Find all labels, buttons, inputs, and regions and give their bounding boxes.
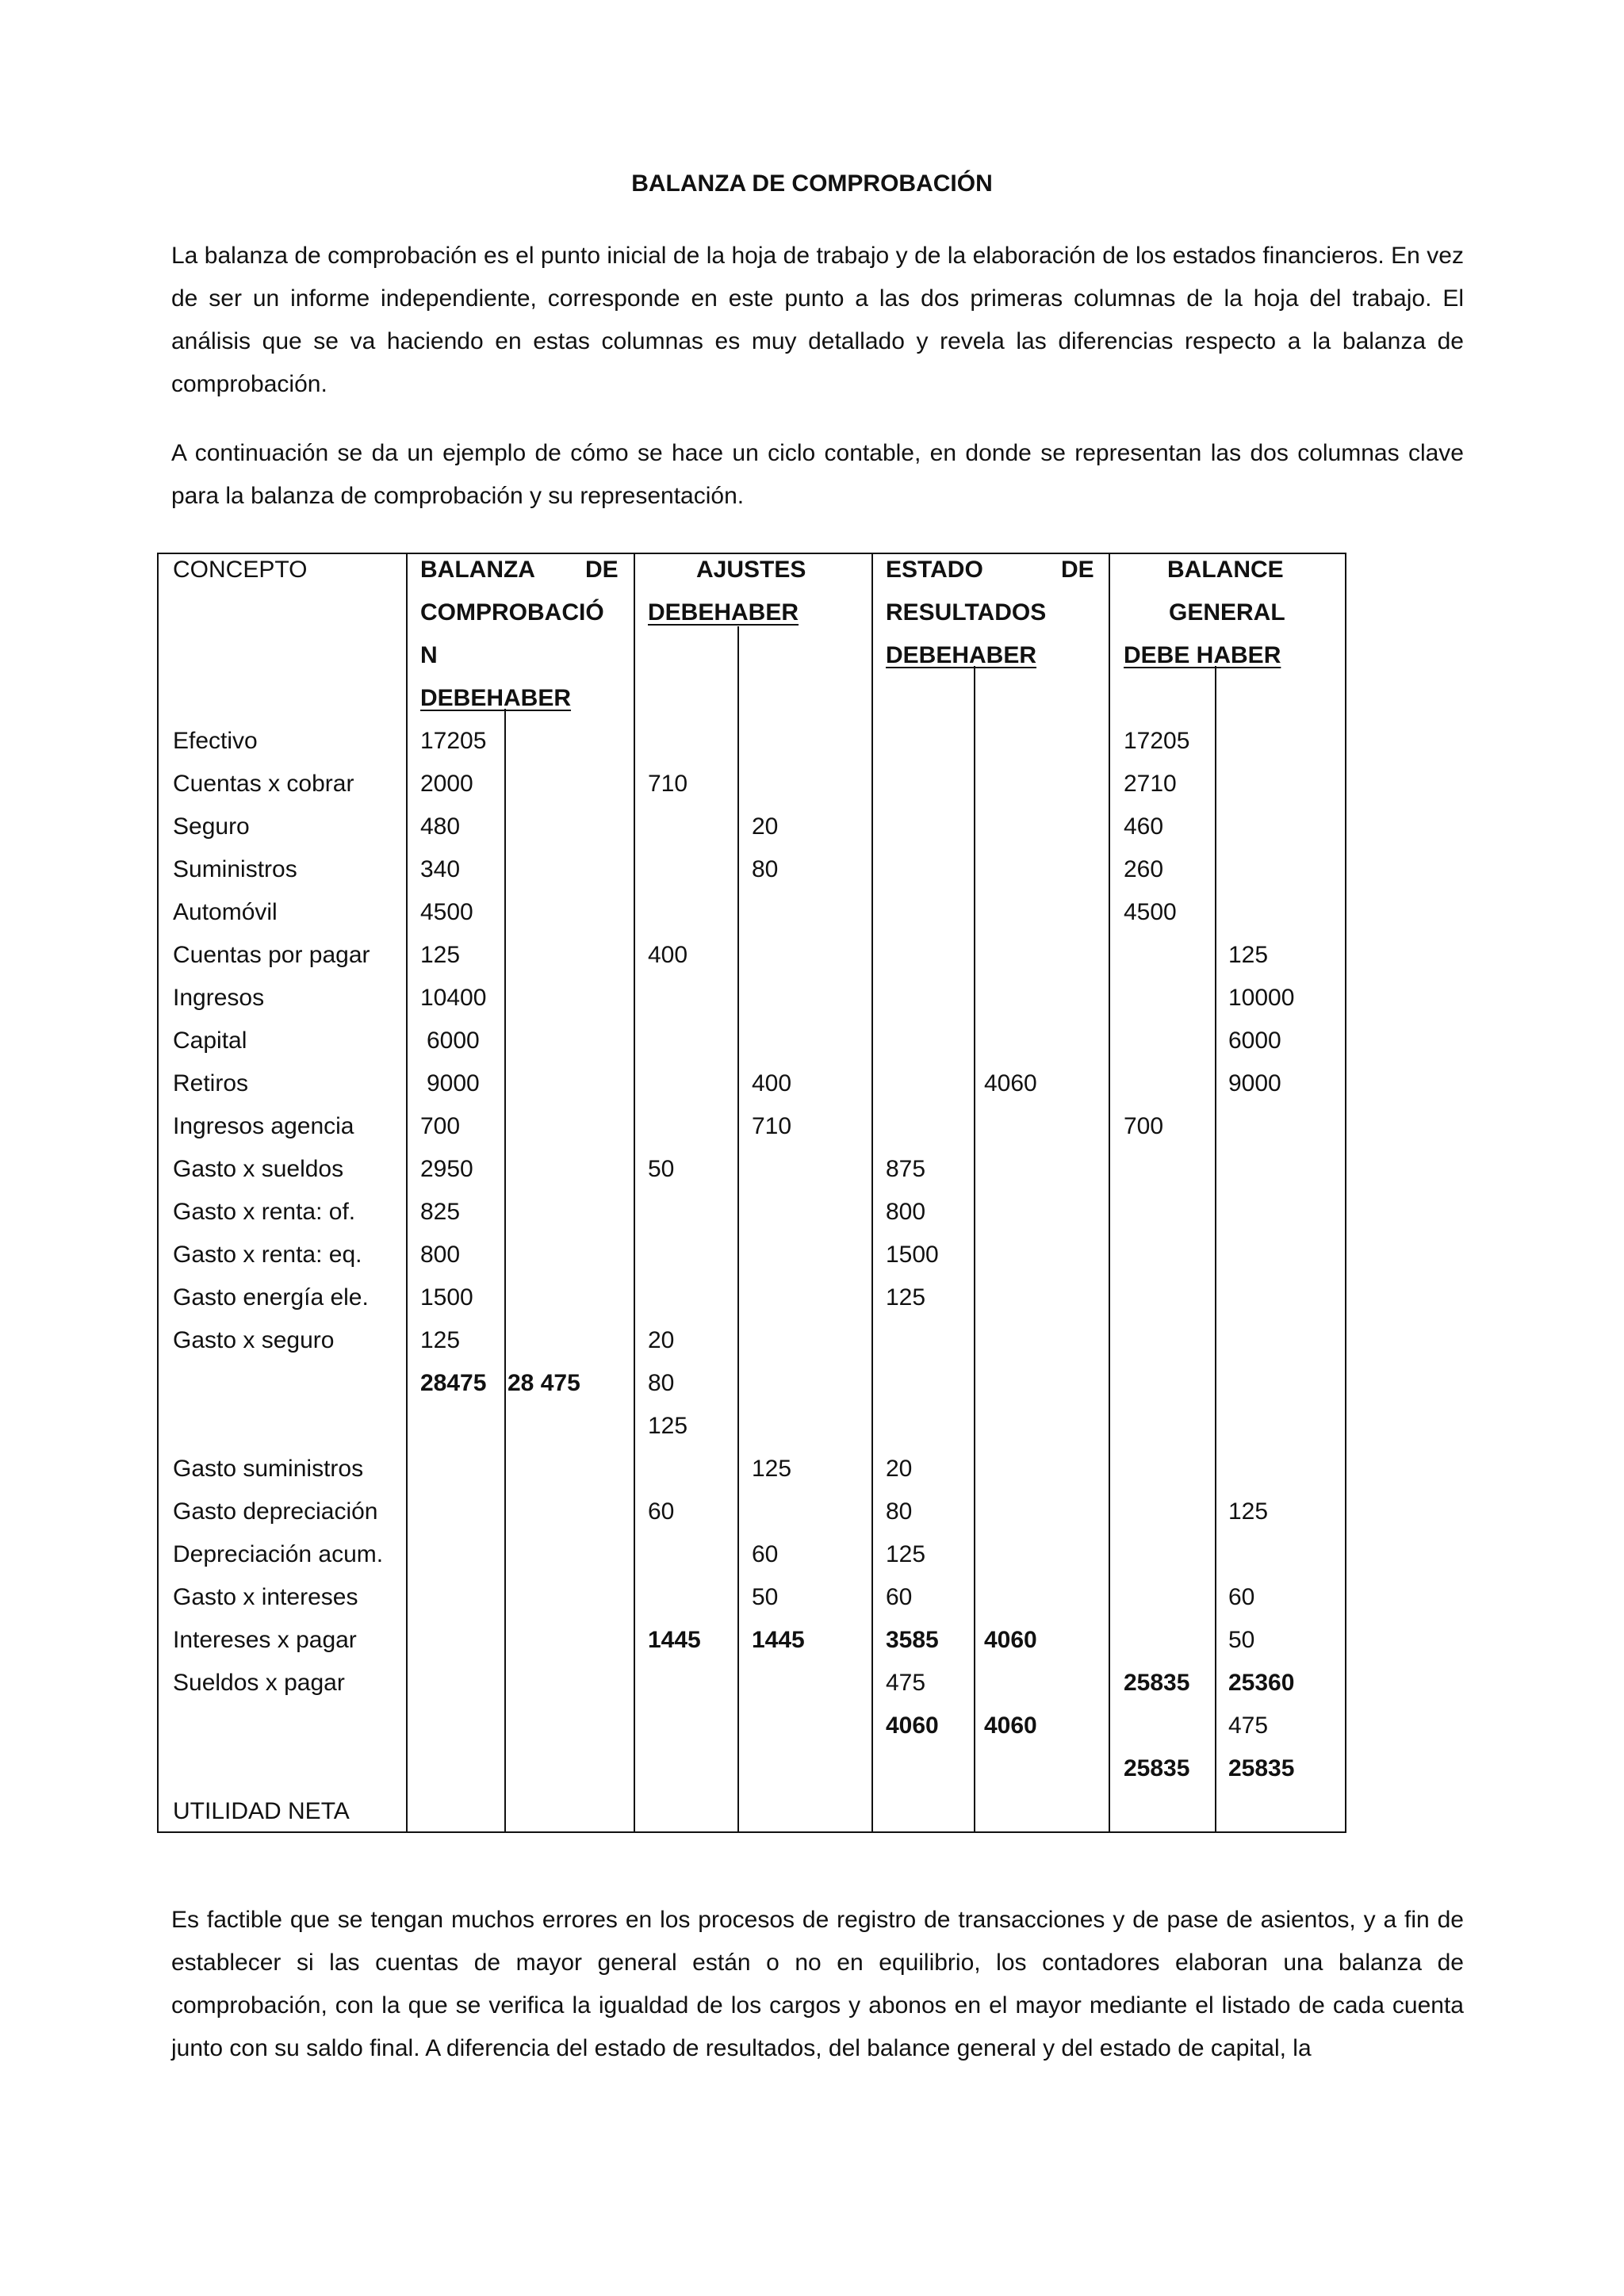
row-concepto: Ingresos xyxy=(173,985,265,1011)
row-concepto: Automóvil xyxy=(173,899,278,925)
divider-estado xyxy=(1109,554,1110,1831)
row-concepto: UTILIDAD NETA xyxy=(173,1798,350,1824)
cell-bg-haber: 25360 xyxy=(1228,1670,1295,1696)
cell-bc-debe: 340 xyxy=(420,856,461,882)
cell-aj-haber: 20 xyxy=(752,813,779,840)
cell-aj-debe: 710 xyxy=(648,771,688,797)
cell-bg-debe: 25835 xyxy=(1124,1755,1190,1781)
row-concepto: Cuentas por pagar xyxy=(173,942,370,968)
cell-aj-haber: 400 xyxy=(752,1070,792,1096)
cell-bc-debe: 825 xyxy=(420,1199,461,1225)
cell-bc-debe: 125 xyxy=(420,1327,461,1353)
divider-balance-inner xyxy=(1215,666,1216,1831)
divider-balanza xyxy=(634,554,635,1831)
cell-bg-debe: 700 xyxy=(1124,1113,1164,1139)
divider-concepto xyxy=(406,554,408,1831)
row-concepto: Gasto x renta: eq. xyxy=(173,1242,362,1268)
header-estado-line1: ESTADO xyxy=(886,557,983,583)
cell-bg-haber: 125 xyxy=(1228,942,1269,968)
header-balanza-de: DE xyxy=(585,557,619,583)
cell-bc-debe: 125 xyxy=(420,942,461,968)
header-estado-de: DE xyxy=(1061,557,1094,583)
trial-balance-table xyxy=(157,553,1346,1833)
row-concepto: Sueldos x pagar xyxy=(173,1670,345,1696)
cell-bg-haber: 10000 xyxy=(1228,985,1295,1011)
row-concepto: Gasto depreciación xyxy=(173,1498,378,1525)
cell-er-debe: 125 xyxy=(886,1541,926,1567)
row-concepto: Cuentas x cobrar xyxy=(173,771,354,797)
header-concepto: CONCEPTO xyxy=(173,557,308,583)
divider-ajustes-inner xyxy=(737,626,739,1831)
cell-bg-debe: 17205 xyxy=(1124,728,1190,754)
cell-er-debe: 125 xyxy=(886,1284,926,1311)
divider-estado-inner xyxy=(974,666,975,1831)
cell-bc-debe: 480 xyxy=(420,813,461,840)
header-balanza-line2: COMPROBACIÓ xyxy=(420,599,604,626)
cell-bc-debe: 6000 xyxy=(427,1027,480,1054)
cell-er-haber: 4060 xyxy=(984,1712,1037,1739)
header-balance-debe-haber: DEBE HABER xyxy=(1124,642,1281,668)
header-balance-line2: GENERAL xyxy=(1169,599,1285,626)
cell-bc-debe: 4500 xyxy=(420,899,473,925)
cell-er-haber: 4060 xyxy=(984,1070,1037,1096)
row-concepto: Gasto suministros xyxy=(173,1456,364,1482)
cell-bg-haber: 60 xyxy=(1228,1584,1255,1610)
cell-er-debe: 60 xyxy=(886,1584,913,1610)
example-paragraph: A continuación se da un ejemplo de cómo se hace un ciclo contable, en donde se representan las dos columnas clave para la balanza de comprobación y su representación. xyxy=(171,440,1464,509)
cell-bg-haber: 475 xyxy=(1228,1712,1269,1739)
cell-er-haber: 4060 xyxy=(984,1627,1037,1653)
row-concepto: Gasto x seguro xyxy=(173,1327,335,1353)
cell-bg-haber: 9000 xyxy=(1228,1070,1281,1096)
row-concepto: Gasto x renta: of. xyxy=(173,1199,356,1225)
cell-er-debe: 20 xyxy=(886,1456,913,1482)
cell-bc-haber: 28 475 xyxy=(508,1370,580,1396)
header-estado-debe-haber: DEBEHABER xyxy=(886,642,1037,668)
cell-er-debe: 800 xyxy=(886,1199,926,1225)
cell-bc-debe: 10400 xyxy=(420,985,487,1011)
cell-aj-haber: 80 xyxy=(752,856,779,882)
header-balanza-debe-haber: DEBEHABER xyxy=(420,685,572,711)
cell-bc-debe: 2950 xyxy=(420,1156,473,1182)
cell-bc-debe: 1500 xyxy=(420,1284,473,1311)
cell-er-debe: 3585 xyxy=(886,1627,939,1653)
header-balanza-line3: N xyxy=(420,642,438,668)
cell-aj-haber: 60 xyxy=(752,1541,779,1567)
cell-bg-debe: 4500 xyxy=(1124,899,1177,925)
row-concepto: Gasto x intereses xyxy=(173,1584,358,1610)
cell-aj-haber: 50 xyxy=(752,1584,779,1610)
cell-bg-debe: 25835 xyxy=(1124,1670,1190,1696)
row-concepto: Intereses x pagar xyxy=(173,1627,357,1653)
header-estado-line2: RESULTADOS xyxy=(886,599,1047,626)
cell-bg-debe: 2710 xyxy=(1124,771,1177,797)
closing-paragraph: Es factible que se tengan muchos errores en los procesos de registro de transacciones y de pase de asientos, y a fin de establecer si las cuentas de mayor general están o no en equilibrio, los contadores elaboran una balanza de comprobación, con la que se verifica la igualdad de los cargos y abonos en el mayor mediante el listado de cada cuenta junto con su saldo final. A diferencia del estado de resultados, del balance general y del estado de capital, la xyxy=(171,1907,1464,2061)
cell-er-debe: 875 xyxy=(886,1156,926,1182)
cell-aj-debe: 80 xyxy=(648,1370,675,1396)
cell-er-debe: 4060 xyxy=(886,1712,939,1739)
header-ajustes-debe-haber: DEBEHABER xyxy=(648,599,799,626)
cell-aj-debe: 20 xyxy=(648,1327,675,1353)
cell-bg-haber: 125 xyxy=(1228,1498,1269,1525)
cell-aj-debe: 60 xyxy=(648,1498,675,1525)
cell-bg-debe: 460 xyxy=(1124,813,1164,840)
cell-aj-haber: 710 xyxy=(752,1113,792,1139)
intro-paragraph: La balanza de comprobación es el punto inicial de la hoja de trabajo y de la elaboración de los estados financieros. En vez de ser un informe independiente, corresponde en este punto a las dos primeras columnas de la hoja del trabajo. El análisis que se va haciendo en estas columnas es muy detallado y revela las diferencias respecto a la balanza de comprobación. xyxy=(171,243,1464,397)
row-concepto: Gasto energía ele. xyxy=(173,1284,369,1311)
cell-er-debe: 475 xyxy=(886,1670,926,1696)
cell-aj-debe: 50 xyxy=(648,1156,675,1182)
cell-bg-haber: 50 xyxy=(1228,1627,1255,1653)
row-concepto: Depreciación acum. xyxy=(173,1541,384,1567)
cell-aj-debe: 400 xyxy=(648,942,688,968)
cell-bc-debe: 2000 xyxy=(420,771,473,797)
cell-bc-debe: 28475 xyxy=(420,1370,487,1396)
cell-er-debe: 1500 xyxy=(886,1242,939,1268)
cell-er-debe: 80 xyxy=(886,1498,913,1525)
header-ajustes: AJUSTES xyxy=(696,557,806,583)
row-concepto: Efectivo xyxy=(173,728,258,754)
page-title: BALANZA DE COMPROBACIÓN xyxy=(631,170,993,197)
cell-bc-debe: 800 xyxy=(420,1242,461,1268)
cell-aj-debe: 125 xyxy=(648,1413,688,1439)
row-concepto: Retiros xyxy=(173,1070,249,1096)
cell-bc-debe: 9000 xyxy=(427,1070,480,1096)
row-concepto: Gasto x sueldos xyxy=(173,1156,344,1182)
row-concepto: Suministros xyxy=(173,856,297,882)
header-balance-line1: BALANCE xyxy=(1167,557,1284,583)
cell-bg-debe: 260 xyxy=(1124,856,1164,882)
row-concepto: Seguro xyxy=(173,813,250,840)
divider-ajustes xyxy=(871,554,873,1831)
row-concepto: Capital xyxy=(173,1027,247,1054)
cell-bg-haber: 25835 xyxy=(1228,1755,1295,1781)
row-concepto: Ingresos agencia xyxy=(173,1113,354,1139)
divider-balanza-inner xyxy=(504,709,506,1831)
cell-bg-haber: 6000 xyxy=(1228,1027,1281,1054)
cell-aj-haber: 1445 xyxy=(752,1627,805,1653)
cell-bc-debe: 700 xyxy=(420,1113,461,1139)
cell-aj-debe: 1445 xyxy=(648,1627,701,1653)
cell-bc-debe: 17205 xyxy=(420,728,487,754)
cell-aj-haber: 125 xyxy=(752,1456,792,1482)
header-balanza-line1: BALANZA xyxy=(420,557,535,583)
